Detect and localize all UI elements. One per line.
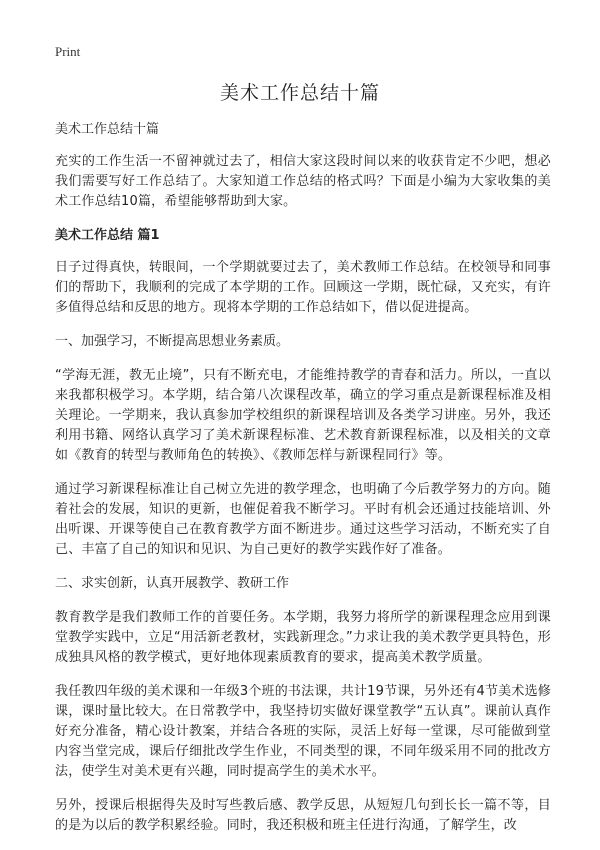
print-label: Print [55,44,81,59]
document-subtitle: 美术工作总结十篇 [55,122,160,137]
point-heading: 二、求实创新，认真开展教学、教研工作 [55,576,290,591]
intro-paragraph: 充实的工作生活一不留神就过去了，相信大家这段时间以来的收获肯定不少吧，想必我们需要写好工作总结了。大家知道工作总结的格式吗？下面是小编为大家收集的美术工作总结10篇，希望能够帮助到大家。 [55,154,551,209]
document-body [55,120,551,850]
page-title: 美术工作总结十篇 [219,82,380,104]
paragraph: 通过学习新课程标准让自己树立先进的教学理念，也明确了今后教学努力的方向。随着社会的发展，知识的更新，也催促着我不断学习。平时有机会还通过技能培训、外出听课、开课等使自己在教育教学方面不断进步。通过这些学习活动，不断充实了自己、丰富了自己的知识和见识、为自己更好的教学实践作好了准备。 [55,482,551,557]
paragraph: 日子过得真快，转眼间，一个学期就要过去了，美术教师工作总结。在校领导和同事们的帮助下，我顺利的完成了本学期的工作。回顾这一学期，既忙碌，又充实，有许多值得总结和反思的地方。现将本学期的工作总结如下，借以促进提高。 [55,260,551,315]
section-heading: 美术工作总结 篇1 [55,228,160,243]
paragraph: 我任教四年级的美术课和一年级3个班的书法课，共计19节课，另外还有4节美术选修课，课时量比较大。在日常教学中，我坚持切实做好课堂教学“五认真”。课前认真作好充分准备，精心设计教案，并结合各班的实际，灵活上好每一堂课，尽可能做到堂内容当堂完成，课后仔细批改学生作业，不同类型的课，不同年级采用不同的批改方法，使学生对美术更有兴趣，同时提高学生的美术水平。 [55,684,551,779]
paragraph: 另外，授课后根据得失及时写些教后感、教学反思，从短短几句到长长一篇不等，目的是为以后的教学积累经验。同时，我还积极和班主任进行沟通，了解学生，改 [55,798,551,833]
point-heading: 一、加强学习，不断提高思想业务素质。 [55,334,290,349]
paragraph: 教育教学是我们教师工作的首要任务。本学期，我努力将所学的新课程理念应用到课堂教学实践中，立足“用活新老教材，实践新理念。”力求让我的美术教学更具特色，形成独具风格的教学模式，更好地体现素质教育的要求，提高美术教学质量。 [55,610,551,665]
paragraph: “学海无涯，教无止境”，只有不断充电，才能维持教学的青春和活力。所以，一直以来我都积极学习。本学期，结合第八次课程改革，确立的学习重点是新课程标准及相关理论。一学期来，我认真参加学校组织的新课程培训及各类学习讲座。另外，我还利用书籍、网络认真学习了美术新课程标准、艺术教育新课程标准，以及相关的文章如《教育的转型与教师角色的转换》、《教师怎样与新课程同行》等。 [55,368,551,463]
